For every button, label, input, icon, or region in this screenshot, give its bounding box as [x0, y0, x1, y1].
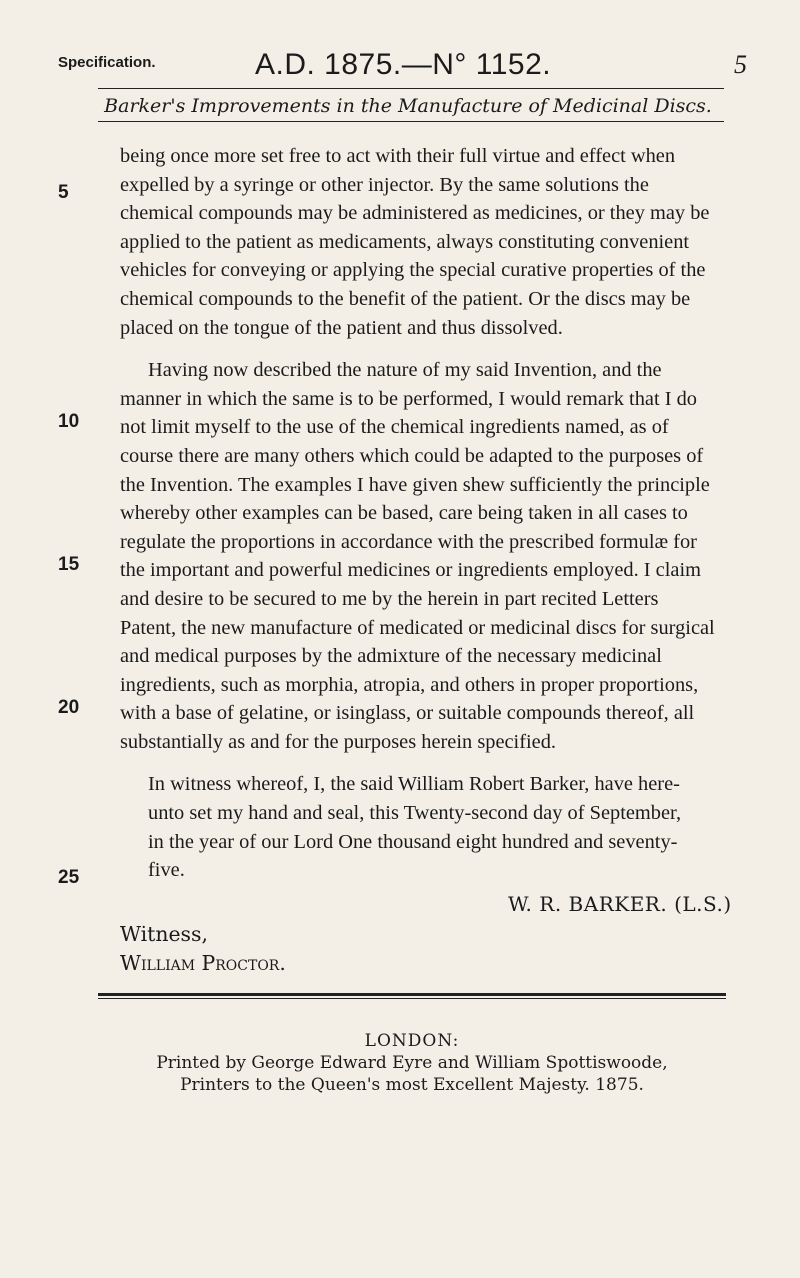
body-text	[120, 142, 720, 885]
text-line: applied to the patient as medicaments, always constituting convenient	[120, 230, 690, 253]
subtitle-rule	[98, 121, 724, 122]
line-number: 15	[58, 554, 80, 575]
imprint-line: Printed by George Edward Eyre and William Spottiswoode,	[156, 1053, 668, 1073]
text-line: not limit myself to the use of the chemical ingredients named, as of	[120, 416, 669, 439]
printer-imprint	[100, 1030, 724, 1096]
line-number: 5	[58, 182, 69, 203]
footer-rule	[98, 993, 726, 996]
text-line: the Invention. The examples I have given shew sufficiently the principle	[120, 473, 710, 496]
footer-rule-thin	[98, 998, 726, 999]
text-line: ingredients, such as morphia, atropia, and others in proper proportions,	[120, 673, 699, 696]
text-line: five.	[148, 859, 185, 882]
paragraph-2	[120, 356, 720, 756]
text-line: chemical compounds may be administered as medicines, or they may be	[120, 202, 710, 225]
text-line: expelled by a syringe or other injector. By the same solutions the	[120, 173, 649, 196]
paragraph-1	[120, 142, 720, 342]
text-line: chemical compounds to the benefit of the patient. Or the discs may be	[120, 287, 691, 310]
running-subtitle: Barker's Improvements in the Manufacture of Medicinal Discs.	[104, 95, 712, 117]
imprint-line: Printers to the Queen's most Excellent Majesty. 1875.	[180, 1075, 644, 1095]
paragraph-3	[120, 770, 720, 884]
section-label: Specification.	[58, 54, 156, 71]
witness-name: William Proctor.	[120, 951, 286, 975]
document-title: A.D. 1875.—N° 1152.	[255, 48, 552, 81]
header-rule	[98, 88, 724, 89]
text-line: being once more set free to act with their full virtue and effect when	[120, 145, 676, 167]
text-line: with a base of gelatine, or isinglass, or suitable compounds thereof, all	[120, 702, 695, 725]
text-line: course there are many others which could be adapted to the purposes of	[120, 444, 704, 467]
text-line: and medical purposes by the admixture of the necessary medicinal	[120, 645, 662, 668]
text-line: placed on the tongue of the patient and thus dissolved.	[120, 316, 563, 339]
text-line: manner in which the same is to be performed, I would remark that I do	[120, 387, 697, 410]
text-line: Patent, the new manufacture of medicated or medicinal discs for surgical	[120, 616, 715, 639]
text-line: in the year of our Lord One thousand eight hundred and seventy-	[148, 830, 678, 853]
text-line: and desire to be secured to me by the herein in part recited Letters	[120, 587, 659, 610]
text-line: unto set my hand and seal, this Twenty-second day of September,	[148, 802, 682, 825]
text-line: In witness whereof, I, the said William Robert Barker, have here-	[148, 773, 680, 796]
page-number: 5	[734, 50, 747, 79]
witness-block	[120, 920, 286, 978]
text-line: whereby other examples can be based, care being taken in all cases to	[120, 502, 688, 525]
line-number: 20	[58, 697, 80, 718]
text-line: Having now described the nature of my said Invention, and the	[148, 359, 662, 382]
text-line: substantially as and for the purposes herein specified.	[120, 730, 557, 753]
witness-label: Witness,	[120, 922, 208, 946]
imprint-city: LONDON:	[364, 1031, 460, 1051]
text-line: the important and powerful medicines or ingredients employed. I claim	[120, 559, 701, 582]
text-line: regulate the proportions in accordance with the prescribed formulæ for	[120, 530, 697, 553]
text-line: vehicles for conveying or applying the special curative properties of the	[120, 259, 706, 282]
line-number: 25	[58, 867, 80, 888]
signature: W. R. BARKER. (L.S.)	[508, 892, 732, 916]
line-number: 10	[58, 411, 80, 432]
